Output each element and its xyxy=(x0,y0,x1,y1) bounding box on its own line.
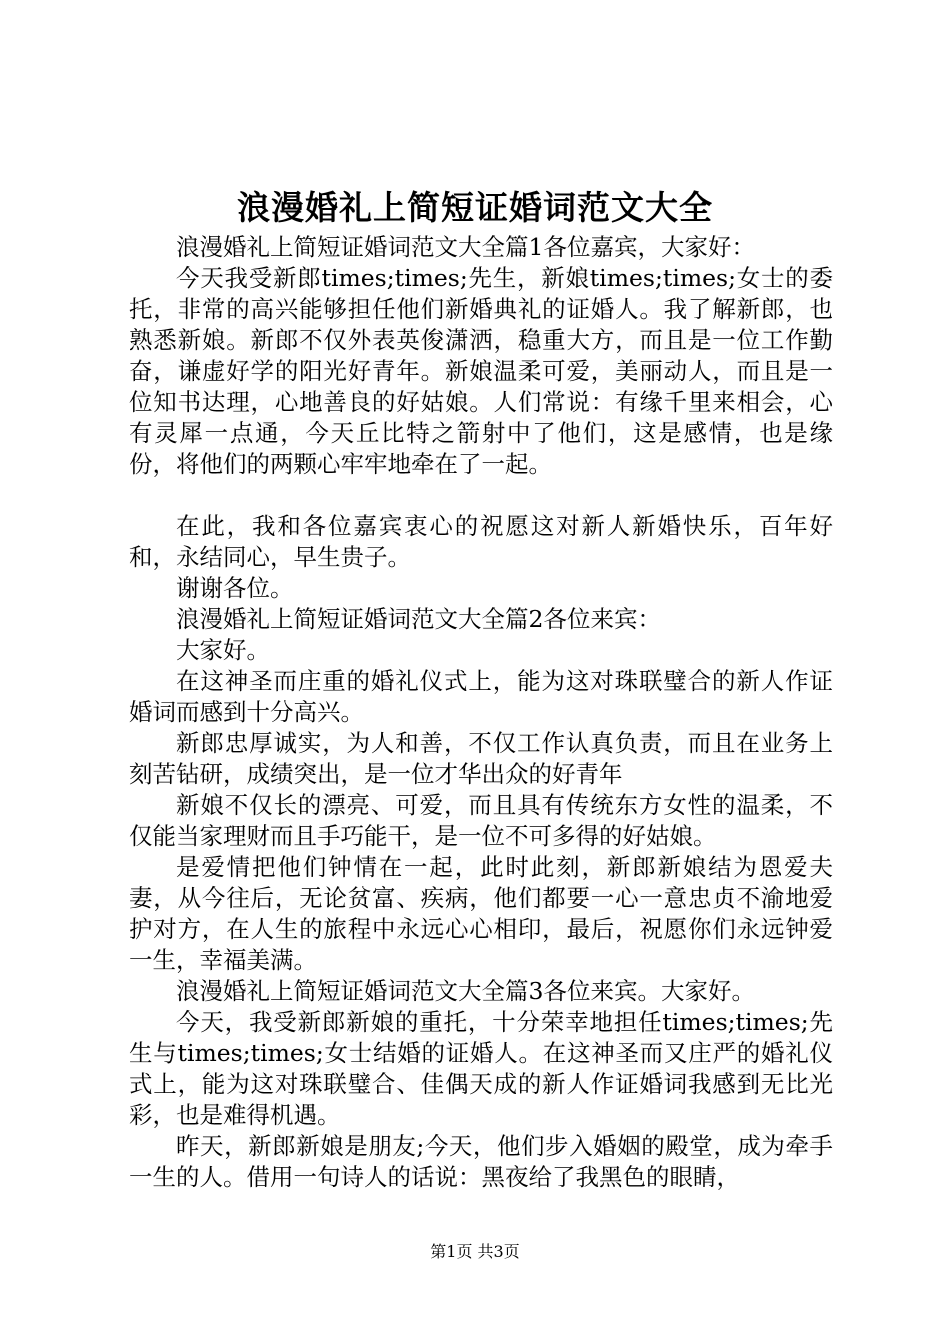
paragraph-5: 浪漫婚礼上简短证婚词范文大全篇2各位来宾： xyxy=(176,605,661,633)
paragraph-10: 是爱情把他们钟情在一起，此时此刻，新郎新娘结为恩爱夫妻，从今往后，无论贫富、疾病，他们都要一心一意忠贞不渝地爱护对方，在人生的旅程中永远心心相印，最后，祝愿你们永远钟爱一生，幸福美满。 xyxy=(129,853,833,974)
paragraph-7: 在这神圣而庄重的婚礼仪式上，能为这对珠联璧合的新人作证婚词而感到十分高兴。 xyxy=(129,667,833,726)
paragraph-12: 今天，我受新郎新娘的重托，十分荣幸地担任times;times;先生与times;times;女士结婚的证婚人。在这神圣而又庄严的婚礼仪式上，能为这对珠联璧合、佳偶天成的新人作证婚词我感到无比光彩，也是难得机遇。 xyxy=(129,1008,833,1129)
paragraph-3: 在此，我和各位嘉宾衷心的祝愿这对新人新婚快乐，百年好和，永结同心，早生贵子。 xyxy=(129,512,833,571)
paragraph-8: 新郎忠厚诚实，为人和善，不仅工作认真负责，而且在业务上刻苦钻研，成绩突出，是一位才华出众的好青年 xyxy=(129,729,833,788)
page-footer: 第1页 共3页 xyxy=(430,1242,520,1261)
paragraph-4: 谢谢各位。 xyxy=(176,574,294,602)
paragraph-9: 新娘不仅长的漂亮、可爱，而且具有传统东方女性的温柔，不仅能当家理财而且手巧能干，是一位不可多得的好姑娘。 xyxy=(129,791,833,850)
paragraph-11: 浪漫婚礼上简短证婚词范文大全篇3各位来宾。大家好。 xyxy=(176,977,755,1005)
paragraph-13: 昨天，新郎新娘是朋友;今天，他们步入婚姻的殿堂，成为牵手一生的人。借用一句诗人的话说：黑夜给了我黑色的眼睛， xyxy=(129,1132,833,1191)
paragraph-6: 大家好。 xyxy=(176,636,270,664)
document-title: 浪漫婚礼上简短证婚词范文大全 xyxy=(237,188,713,227)
paragraph-1: 浪漫婚礼上简短证婚词范文大全篇1各位嘉宾，大家好： xyxy=(176,233,755,261)
paragraph-2: 今天我受新郎times;times;先生，新娘times;times;女士的委托，非常的高兴能够担任他们新婚典礼的证婚人。我了解新郎，也熟悉新娘。新郎不仅外表英俊潇洒，稳重大方，而且是一位工作勤奋，谦虚好学的阳光好青年。新娘温柔可爱，美丽动人，而且是一位知书达理，心地善良的好姑娘。人们常说：有缘千里来相会，心有灵犀一点通，今天丘比特之箭射中了他们，这是感情，也是缘份，将他们的两颗心牢牢地牵在了一起。 xyxy=(129,264,833,478)
document-body xyxy=(129,232,833,1193)
paragraph-spacer xyxy=(129,480,833,511)
